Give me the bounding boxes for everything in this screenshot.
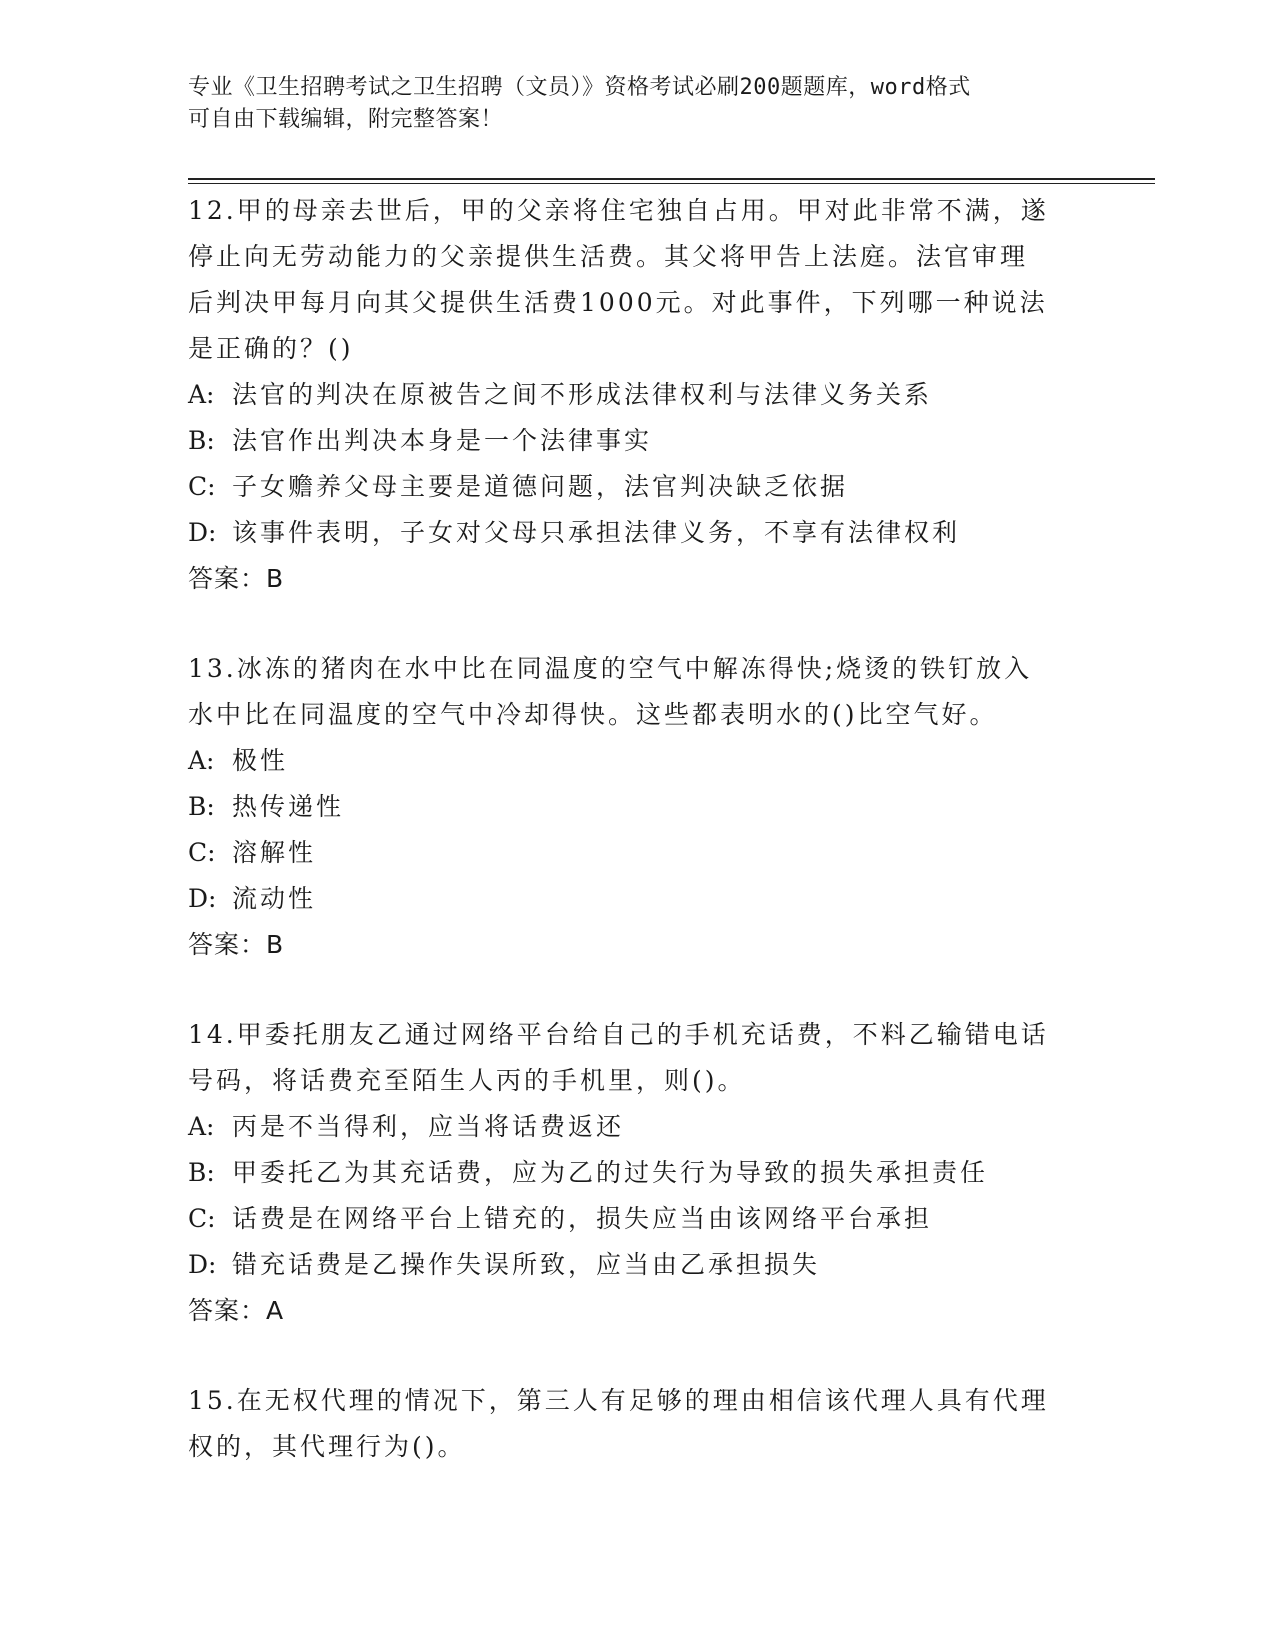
option-letter: C: [188, 838, 216, 867]
option-a [188, 1104, 1088, 1150]
option-text: 溶解性 [232, 838, 317, 867]
header-divider-thick [188, 178, 1155, 180]
option-letter: D: [188, 884, 217, 913]
option-d [188, 1242, 1088, 1288]
option-letter: A: [188, 746, 215, 775]
page-header [188, 72, 1068, 136]
header-line-2: 可自由下载编辑，附完整答案！ [188, 107, 504, 132]
question-stem-line: 是正确的？() [188, 334, 354, 363]
question-stem-line: 12.甲的母亲去世后，甲的父亲将住宅独自占用。甲对此非常不满，遂 [188, 196, 1049, 225]
option-letter: D: [188, 1250, 217, 1279]
option-letter: A: [188, 1112, 215, 1141]
option-letter: B: [188, 426, 215, 455]
option-text: 丙是不当得利，应当将话费返还 [232, 1112, 625, 1141]
question-stem-line: 水中比在同温度的空气中冷却得快。这些都表明水的()比空气好。 [188, 700, 998, 729]
option-letter: D: [188, 518, 217, 547]
option-letter: C: [188, 472, 216, 501]
option-b [188, 418, 1088, 464]
option-text: 法官作出判决本身是一个法律事实 [232, 426, 653, 455]
option-letter: A: [188, 380, 215, 409]
question-15 [188, 1378, 1088, 1470]
option-text: 热传递性 [232, 792, 345, 821]
question-12 [188, 188, 1088, 602]
option-text: 法官的判决在原被告之间不形成法律权利与法律义务关系 [232, 380, 933, 409]
option-c [188, 1196, 1088, 1242]
question-stem-line: 14.甲委托朋友乙通过网络平台给自己的手机充话费，不料乙输错电话 [188, 1020, 1049, 1049]
question-13 [188, 646, 1088, 968]
header-line-1: 专业《卫生招聘考试之卫生招聘（文员）》资格考试必刷200题题库，word格式 [188, 75, 971, 100]
option-text: 极性 [232, 746, 289, 775]
question-stem-line: 停止向无劳动能力的父亲提供生活费。其父将甲告上法庭。法官审理 [188, 242, 1029, 271]
option-text: 流动性 [232, 884, 317, 913]
option-c [188, 464, 1088, 510]
answer-line: 答案：B [188, 564, 285, 593]
answer-line: 答案：B [188, 930, 285, 959]
option-a [188, 372, 1088, 418]
question-stem-line: 后判决甲每月向其父提供生活费1000元。对此事件，下列哪一种说法 [188, 288, 1048, 317]
option-a [188, 738, 1088, 784]
option-b [188, 784, 1088, 830]
header-divider-thin [188, 183, 1155, 184]
option-d [188, 510, 1088, 556]
question-stem-line: 权的，其代理行为()。 [188, 1432, 466, 1461]
option-text: 话费是在网络平台上错充的，损失应当由该网络平台承担 [232, 1204, 933, 1233]
option-b [188, 1150, 1088, 1196]
option-text: 错充话费是乙操作失误所致，应当由乙承担损失 [232, 1250, 821, 1279]
question-14 [188, 1012, 1088, 1334]
option-text: 甲委托乙为其充话费，应为乙的过失行为导致的损失承担责任 [232, 1158, 989, 1187]
option-letter: B: [188, 792, 215, 821]
question-stem-line: 15.在无权代理的情况下，第三人有足够的理由相信该代理人具有代理 [188, 1386, 1049, 1415]
question-stem-line: 13.冰冻的猪肉在水中比在同温度的空气中解冻得快;烧烫的铁钉放入 [188, 654, 1033, 683]
answer-line: 答案：A [188, 1296, 285, 1325]
option-text: 子女赡养父母主要是道德问题，法官判决缺乏依据 [232, 472, 849, 501]
option-letter: C: [188, 1204, 216, 1233]
question-list [188, 188, 1088, 1514]
option-d [188, 876, 1088, 922]
option-text: 该事件表明，子女对父母只承担法律义务，不享有法律权利 [232, 518, 961, 547]
option-letter: B: [188, 1158, 215, 1187]
option-c [188, 830, 1088, 876]
question-stem-line: 号码，将话费充至陌生人丙的手机里，则()。 [188, 1066, 746, 1095]
